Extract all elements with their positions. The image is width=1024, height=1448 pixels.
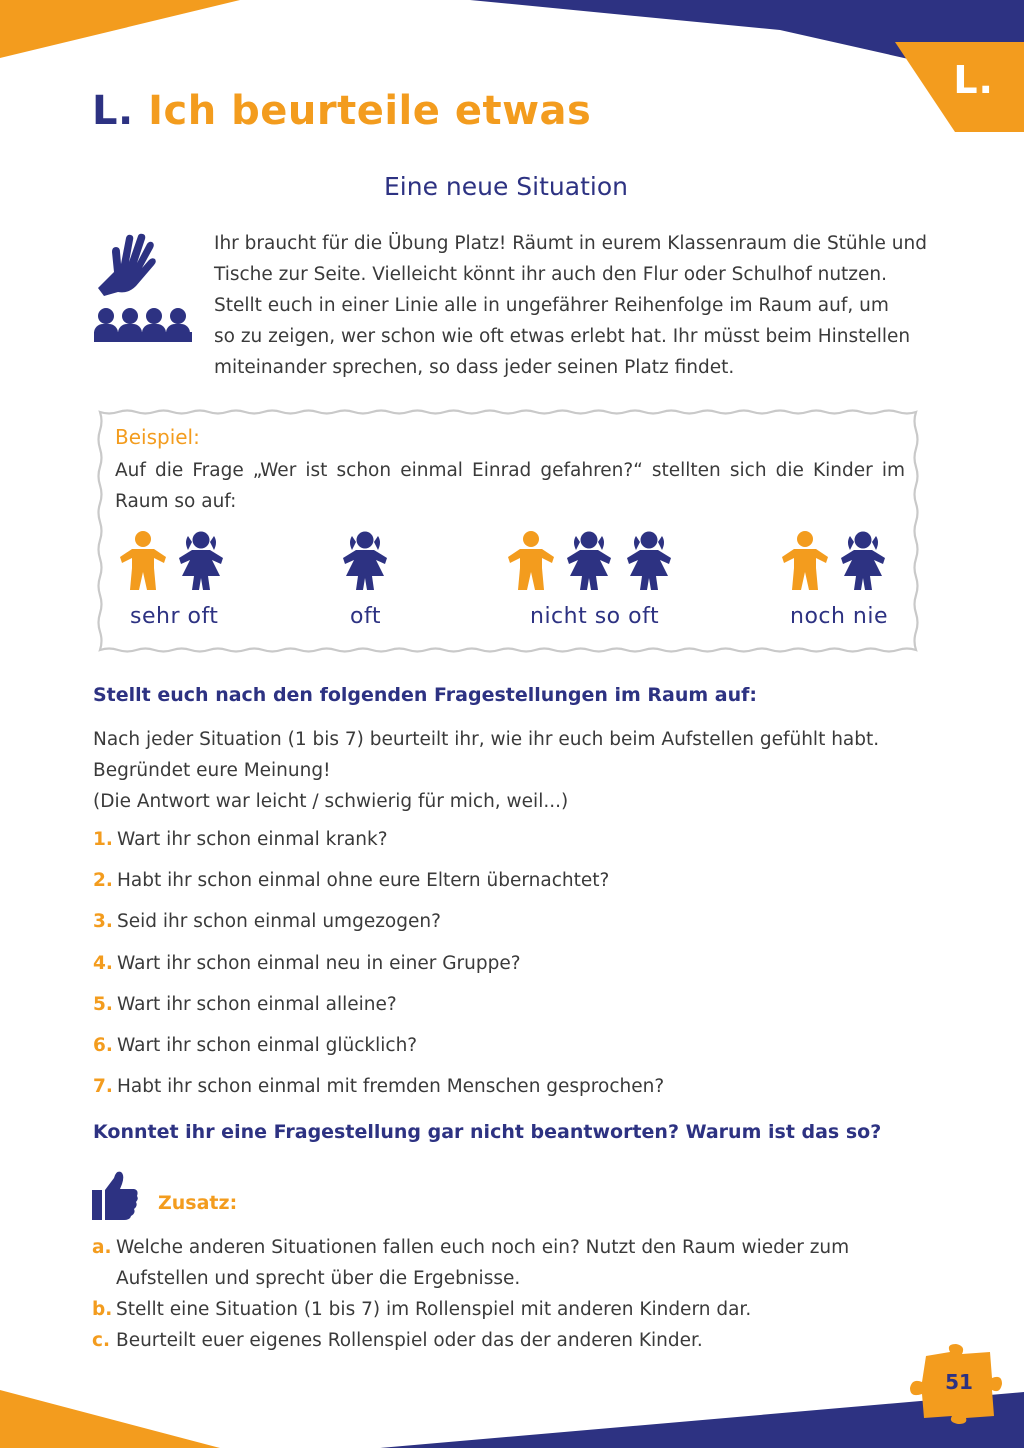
- question-text: Habt ihr schon einmal mit fremden Menschen gesprochen?: [117, 1076, 665, 1098]
- activity-icon: [92, 232, 198, 344]
- chapter-tab-letter: L.: [953, 58, 994, 102]
- instructions-text: [93, 724, 913, 817]
- group-label-sehr-oft: sehr oft: [130, 604, 219, 629]
- question-text: Wart ihr schon einmal neu in einer Gruppe?: [117, 952, 521, 974]
- question-text: Seid ihr schon einmal umgezogen?: [117, 911, 441, 933]
- question-number: 6.: [93, 1034, 113, 1056]
- bottom-left-orange-corner: [0, 1390, 220, 1448]
- question-number: 3.: [93, 911, 113, 933]
- list-item: [92, 1232, 892, 1294]
- list-item: [93, 870, 913, 911]
- question-text: Habt ihr schon einmal ohne eure Eltern übernachtet?: [117, 870, 610, 892]
- instructions-line: Begründet eure Meinung!: [93, 760, 331, 781]
- example-label: Beispiel:: [115, 425, 200, 449]
- example-text: Auf die Frage „Wer ist schon einmal Einrad gefahren?“ stellten sich die Kinder im Raum so auf:: [115, 460, 905, 512]
- intro-text: [214, 228, 934, 383]
- intro-line: so zu zeigen, wer schon wie oft etwas erlebt hat. Ihr müsst beim Hinstellen: [214, 326, 911, 347]
- list-item: [93, 829, 913, 870]
- boy-figure-icon: [118, 530, 168, 592]
- list-item: [93, 911, 913, 952]
- girl-figure-icon: [564, 530, 614, 592]
- intro-line: Ihr braucht für die Übung Platz! Räumt in eurem Klassenraum die Stühle und: [214, 233, 927, 254]
- girl-figure-icon: [624, 530, 674, 592]
- intro-line: Stellt euch in einer Linie alle in ungefährer Reihenfolge im Raum auf, um: [214, 295, 889, 316]
- instructions-line: Nach jeder Situation (1 bis 7) beurteilt ihr, wie ihr euch beim Aufstellen gefühlt habt.: [93, 729, 880, 750]
- boy-figure-icon: [780, 530, 830, 592]
- question-number: 7.: [93, 1076, 113, 1098]
- section-heading: Eine neue Situation: [384, 172, 628, 201]
- girl-figure-icon: [340, 530, 390, 592]
- girl-figure-icon: [838, 530, 888, 592]
- zusatz-letter: a.: [92, 1237, 112, 1258]
- zusatz-letter: b.: [92, 1299, 113, 1320]
- list-item: [92, 1294, 892, 1325]
- list-item: [93, 1035, 913, 1076]
- question-number: 1.: [93, 829, 113, 850]
- list-item: [93, 1076, 913, 1117]
- list-item: [93, 994, 913, 1035]
- intro-line: miteinander sprechen, so dass jeder seinen Platz findet.: [214, 357, 735, 378]
- group-of-people-icon: [94, 308, 192, 342]
- zusatz-list: [92, 1232, 892, 1356]
- zusatz-label: Zusatz:: [158, 1192, 238, 1214]
- instructions-heading: Stellt euch nach den folgenden Fragestellungen im Raum auf:: [93, 684, 757, 706]
- group-label-nicht-so-oft: nicht so oft: [530, 604, 660, 629]
- group-label-noch-nie: noch nie: [790, 604, 889, 629]
- instructions-line: (Die Antwort war leicht / schwierig für mich, weil...): [93, 791, 569, 812]
- top-left-orange-corner: [0, 0, 240, 58]
- question-text: Wart ihr schon einmal alleine?: [117, 993, 397, 1015]
- page-number: 51: [945, 1370, 973, 1394]
- intro-line: Tische zur Seite. Vielleicht könnt ihr auch den Flur oder Schulhof nutzen.: [214, 264, 888, 285]
- zusatz-text: Stellt eine Situation (1 bis 7) im Rollenspiel mit anderen Kindern dar.: [116, 1299, 752, 1320]
- question-text: Wart ihr schon einmal krank?: [117, 829, 388, 850]
- question-text: Wart ihr schon einmal glücklich?: [117, 1034, 418, 1056]
- title-text: Ich beurteile etwas: [148, 88, 592, 134]
- final-question: Konntet ihr eine Fragestellung gar nicht beantworten? Warum ist das so?: [93, 1121, 882, 1143]
- hand-icon: [98, 234, 156, 296]
- thumbs-up-icon: [90, 1168, 140, 1222]
- zusatz-text: Beurteilt euer eigenes Rollenspiel oder das der anderen Kinder.: [116, 1330, 703, 1351]
- girl-figure-icon: [176, 530, 226, 592]
- zusatz-text: Welche anderen Situationen fallen euch noch ein? Nutzt den Raum wieder zum Aufstellen und sprecht über die Ergebnisse.: [116, 1237, 850, 1289]
- page-title: [92, 88, 591, 134]
- question-number: 4.: [93, 952, 113, 974]
- question-number: 5.: [93, 993, 113, 1015]
- list-item: [93, 953, 913, 994]
- question-list: [93, 829, 913, 1117]
- question-number: 2.: [93, 870, 113, 892]
- title-prefix: L.: [92, 88, 134, 134]
- zusatz-letter: c.: [92, 1330, 110, 1351]
- list-item: [92, 1325, 892, 1356]
- group-label-oft: oft: [350, 604, 381, 629]
- boy-figure-icon: [506, 530, 556, 592]
